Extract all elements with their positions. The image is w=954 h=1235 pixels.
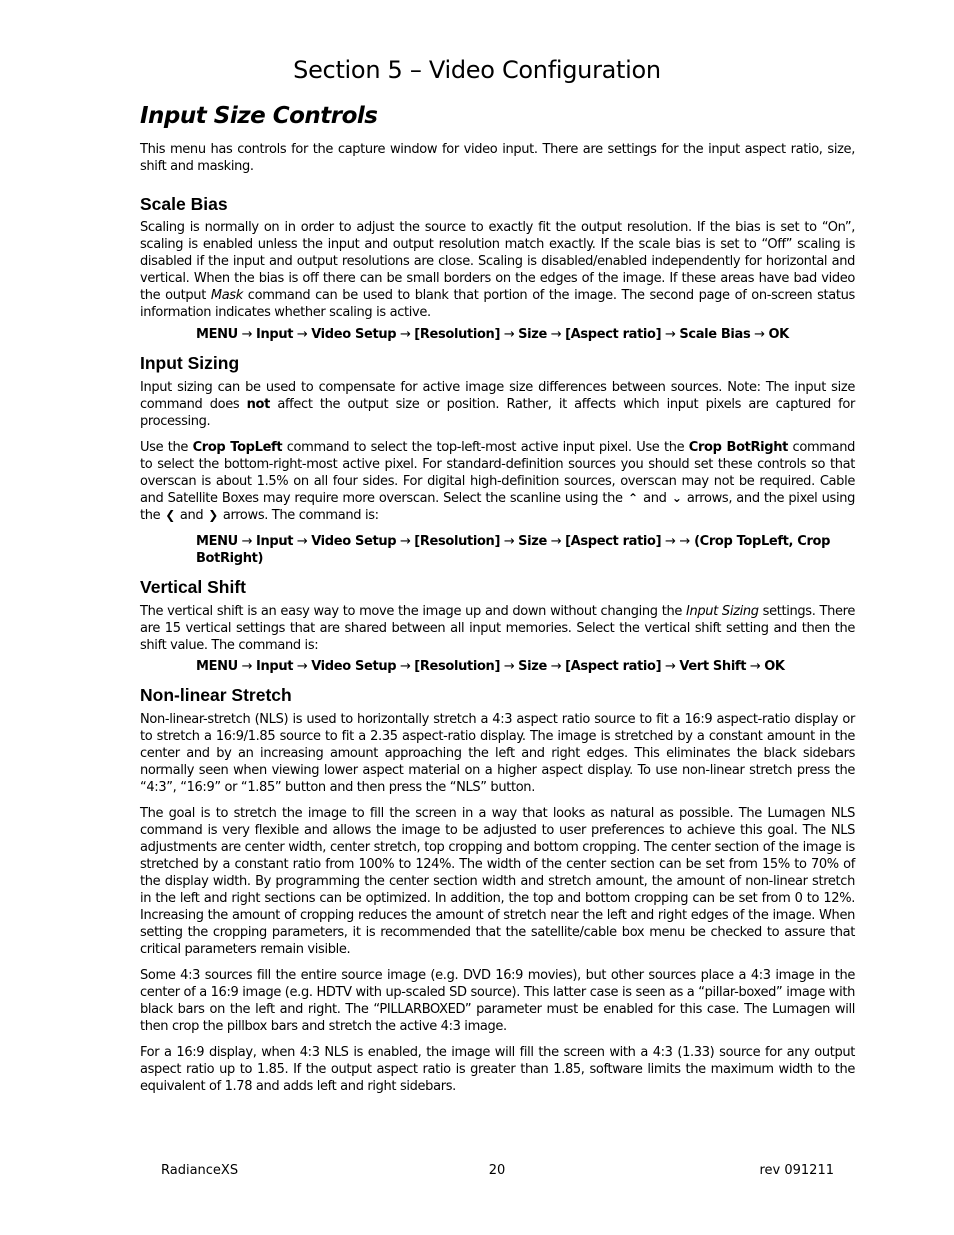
arrow-icon: → xyxy=(293,659,312,674)
command-step: Video Setup xyxy=(311,659,397,674)
left-arrow-icon: ❮ xyxy=(165,508,175,522)
footer-product: RadianceXS xyxy=(161,1163,239,1178)
command-step: Video Setup xyxy=(311,534,397,549)
crop-command: MENU → Input → Video Setup → [Resolution] → Size → [Aspect ratio] → → (Crop TopLeft, Crop BotRight) xyxy=(196,534,831,566)
arrow-icon: → xyxy=(661,659,680,674)
command-step: [Aspect ratio] xyxy=(565,659,662,674)
input-sizing-paragraph-1: Input sizing can be used to compensate for active image size differences between sources. Note: The input size command does not affect the output size or position. Rather, it affects which input pixels are captured for processing. xyxy=(140,380,856,429)
down-arrow-icon: ⌄ xyxy=(671,491,682,505)
command-step: Video Setup xyxy=(311,327,397,342)
nls-paragraph-3: Some 4:3 sources fill the entire source image (e.g. DVD 16:9 movies), but other sources place a 4:3 image in the center of a 16:9 image (e.g. HDTV with up-scaled SD source). This latter case is seen as a “pillar-boxed” image with black bars on the left and right. The “PILLARBOXED” parameter must be enabled for this case. The Lumagen will then crop the pillbox bars and stretch the active 4:3 image. xyxy=(140,968,855,1034)
command-step: [Aspect ratio] xyxy=(565,534,662,549)
command-step: Size xyxy=(518,534,547,549)
arrow-icon: → xyxy=(546,327,566,342)
arrow-icon: → xyxy=(500,534,519,549)
command-step: Vert Shift xyxy=(679,659,747,674)
arrow-icon: → xyxy=(500,327,519,342)
intro-paragraph: This menu has controls for the capture window for video input. There are settings for the input aspect ratio, size, shift and masking. xyxy=(140,142,855,174)
command-step: Size xyxy=(518,327,547,342)
arrow-icon: → xyxy=(546,534,566,549)
command-step: [Resolution] xyxy=(414,327,501,342)
arrow-icon: → xyxy=(746,659,765,674)
command-step: Input xyxy=(255,534,294,549)
mask-term: Mask xyxy=(210,288,243,303)
arrow-icon: → xyxy=(293,534,312,549)
command-step: [Aspect ratio] xyxy=(565,327,662,342)
input-sizing-heading: Input Sizing xyxy=(140,353,240,373)
command-step: Input xyxy=(255,659,294,674)
nls-heading: Non-linear Stretch xyxy=(140,685,292,705)
input-sizing-paragraph-2: Use the Crop TopLeft command to select the top-left-most active input pixel. Use the Crop BotRight command to select the bottom-right-most active pixel. For standard-definition sources you should set these controls so that overscan is about 1.5% on all four sides. For digital high-definition sources, overscan may not be required. Cable and Satellite Boxes may require more overscan. Select the scanline using the ⌃ and ⌄ arrows, and the pixel using the ❮ and ❯ arrows. The command is: xyxy=(140,440,855,523)
arrow-icon: → xyxy=(500,659,519,674)
nls-paragraph-1: Non-linear-stretch (NLS) is used to horizontally stretch a 4:3 aspect ratio source to fit a 16:9 aspect-ratio display or to stretch a 16:9/1.85 source to fit a 2.35 aspect-ratio display. The image is stretched by a constant amount in the center and by an increasing amount approaching the left and right edges. This eliminates the black sidebars normally seen when viewing lower aspect material on a higher aspect display. To use non-linear stretch press the “4:3”, “16:9” or “1.85” button and then press the “NLS” button. xyxy=(140,712,855,795)
nls-paragraph-2: The goal is to stretch the image to fill the screen in a way that looks as natural as possible. The Lumagen NLS command is very flexible and allows the image to be adjusted to user preferences to achieve this goal. The NLS adjustments are center width, center stretch, top cropping and bottom cropping. The center section of the image is stretched by a constant ratio from 100% to 124%. The width of the center section can be set from 15% to 70% of the display width. By programming the center section width and stretch amount, the amount of non-linear stretch in the left and right sections can be optimized. In addition, the top and bottom cropping can be set from 0 to 12%. Increasing the amount of cropping reduces the amount of stretch near the left and right edges of the image. When setting the cropping parameters, it is recommended that the satellite/cable box menu be checked to assure that critical parameters remain visible. xyxy=(140,806,855,957)
arrow-icon: → xyxy=(396,659,415,674)
nls-paragraph-4: For a 16:9 display, when 4:3 NLS is enabled, the image will fill the screen with a 4:3 (1.33) source for any output aspect ratio up to 1.85. If the output aspect ratio is greater than 1.85, software limits the maximum width to the equivalent of 1.78 and adds left and right sidebars. xyxy=(140,1045,855,1094)
arrow-icon: → xyxy=(237,659,256,674)
right-arrow-icon: ❯ xyxy=(208,508,218,522)
arrow-icon: → xyxy=(237,327,256,342)
vertical-shift-command xyxy=(196,658,856,675)
command-step: MENU xyxy=(196,534,238,549)
command-step: OK xyxy=(768,327,789,342)
command-step: OK xyxy=(764,659,785,674)
arrow-icon: → xyxy=(396,327,415,342)
command-step: MENU xyxy=(196,327,238,342)
command-step: [Resolution] xyxy=(414,534,501,549)
vertical-shift-heading: Vertical Shift xyxy=(140,577,247,597)
command-step: [Resolution] xyxy=(414,659,501,674)
scale-bias-command xyxy=(196,326,856,343)
command-step: Scale Bias xyxy=(679,327,751,342)
footer-revision: rev 091211 xyxy=(759,1163,834,1178)
arrow-icon: → xyxy=(661,534,680,549)
scale-bias-heading: Scale Bias xyxy=(140,194,228,214)
command-step: Size xyxy=(518,659,547,674)
command-step: Input xyxy=(255,327,294,342)
arrow-icon: → xyxy=(661,327,680,342)
vertical-shift-paragraph: The vertical shift is an easy way to move the image up and down without changing the Input Sizing settings. There are 15 vertical settings that are shared between all input memories. Select the vertical shift setting and then the shift value. The command is: xyxy=(140,604,855,653)
up-arrow-icon: ⌃ xyxy=(628,491,638,505)
command-step: MENU xyxy=(196,659,238,674)
arrow-icon: → xyxy=(750,327,769,342)
arrow-icon: → xyxy=(293,327,312,342)
page-title: Input Size Controls xyxy=(140,103,378,129)
scale-bias-paragraph: Scaling is normally on in order to adjust the source to exactly fit the output resolution. If the bias is set to “On”, scaling is enabled unless the input and output resolution match exactly. If the scale bias is set to “Off” scaling is disabled if the input and output resolutions are close. Scaling is disabled/enabled independently for horizontal and vertical. When the bias is off there can be small borders on the edges of the image. If these areas have bad video the output Mask command can be used to blank that portion of the image. The second page of on-screen status information indicates whether scaling is active. xyxy=(140,220,855,320)
arrow-icon: → xyxy=(546,659,566,674)
section-title: Section 5 – Video Configuration xyxy=(293,56,661,84)
footer-page-number: 20 xyxy=(488,1163,506,1178)
arrow-icon: → xyxy=(237,534,256,549)
arrow-icon: → xyxy=(396,534,415,549)
